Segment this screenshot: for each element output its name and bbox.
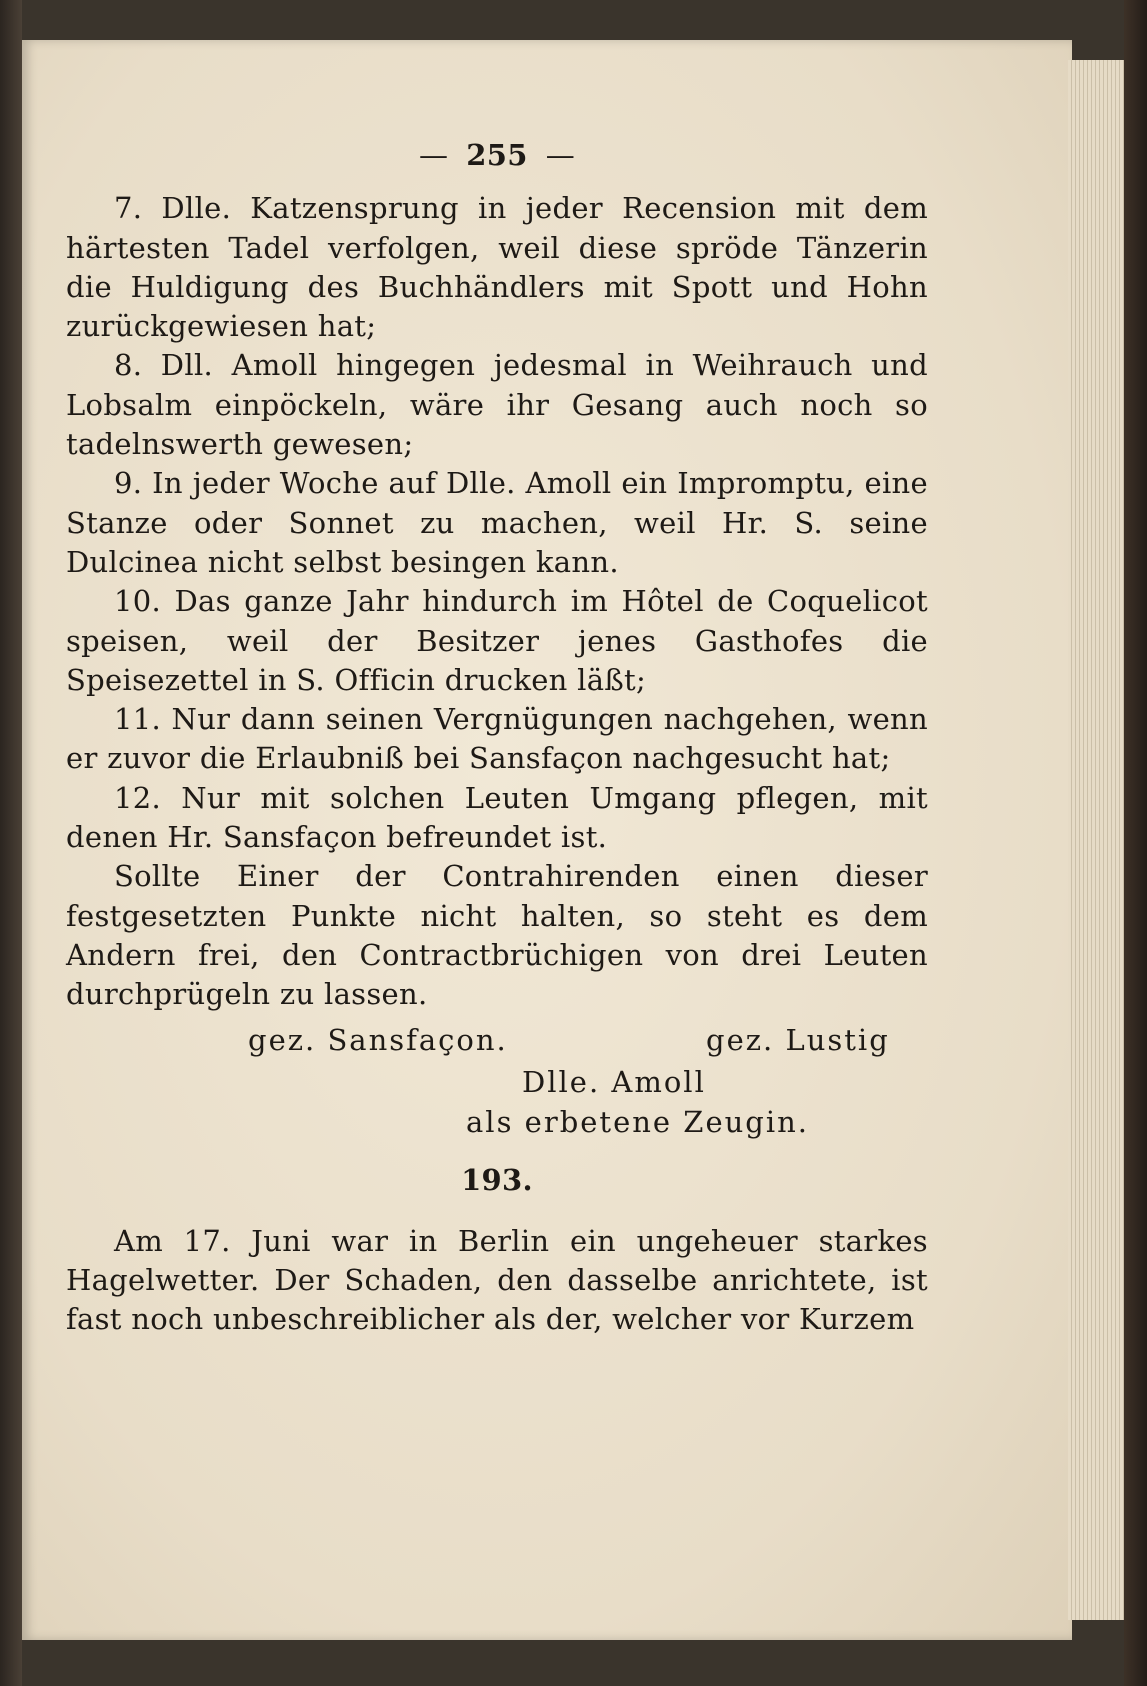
list-item: 10. Das ganze Jahr hindurch im Hôtel de Coquelicot speisen, weil der Besitzer jenes Gasthofes die Speisezettel in S. Officin drucken läßt; <box>66 584 928 697</box>
section-text: Am 17. Juni war in Berlin ein ungeheuer starkes Hagelwetter. Der Schaden, den dasselbe anrichtete, ist fast noch unbeschreiblicher als der, welcher vor Kurzem <box>66 1223 928 1337</box>
witness-name: Dlle. Amoll <box>522 1064 706 1099</box>
page-text <box>66 136 928 1340</box>
list-item: 11. Nur dann seinen Vergnügungen nachgehen, wenn er zuvor die Erlaubniß bei Sansfaçon nachgesucht hat; <box>66 702 928 776</box>
list-item: 8. Dll. Amoll hingegen jedesmal in Weihrauch und Lobsalm einpöckeln, wäre ihr Gesang auch noch so tadelnswerth gewesen; <box>66 348 928 462</box>
list-item: 12. Nur mit solchen Leuten Umgang pflegen, mit denen Hr. Sansfaçon befreundet ist. <box>66 780 928 855</box>
list-item: 9. In jeder Woche auf Dlle. Amoll ein Impromptu, eine Stanze oder Sonnet zu machen, weil Hr. S. seine Dulcinea nicht selbst besingen kann. <box>66 466 928 579</box>
book-cover-left <box>0 0 22 1686</box>
page-edges <box>1068 60 1130 1620</box>
signature-sansfacon: gez. Sansfaçon. <box>248 1022 508 1057</box>
signature-lustig: gez. Lustig <box>706 1022 890 1057</box>
signature-block <box>66 1015 928 1139</box>
page-number-line <box>66 136 928 175</box>
page-number: 255 <box>466 138 528 172</box>
page-number-dash-right: — <box>545 138 576 172</box>
section-number: 193. <box>461 1162 533 1197</box>
list-item: 7. Dlle. Katzensprung in jeder Recension mit dem härtesten Tadel verfolgen, weil diese spröde Tänzerin die Huldigung des Buchhändlers mit Spott und Hohn zurückgewiesen hat; <box>66 191 928 344</box>
page-number-dash-left: — <box>418 138 449 172</box>
book-cover-right <box>1124 0 1147 1686</box>
witness-role: als erbetene Zeugin. <box>466 1104 810 1139</box>
closing-paragraph: Sollte Einer der Contrahirenden einen dieser festgesetzten Punkte nicht halten, so steht es dem Andern frei, den Contractbrüchigen von drei Leuten durchprügeln zu lassen. <box>66 859 928 1012</box>
